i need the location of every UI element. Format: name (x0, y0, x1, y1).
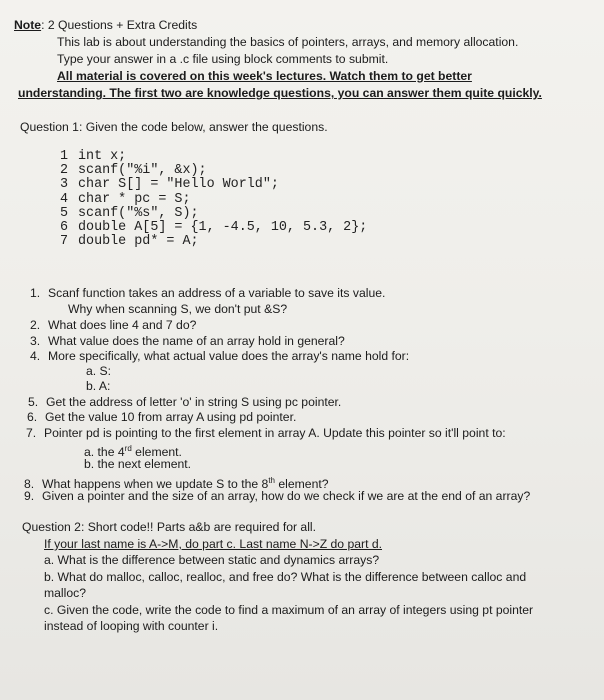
code-line-5: 5 scanf("%s", S); (60, 205, 199, 221)
list-item-7: 7. Pointer pd is pointing to the first element in array A. Update this pointer so it'll point to: (26, 426, 506, 440)
list-item-9: 9. Given a pointer and the size of an array, how do we check if we are at the end of an array? (24, 489, 531, 503)
note-line (14, 18, 197, 33)
list-item-1: 1. Scanf function takes an address of a variable to save its value. (30, 286, 386, 300)
list-item-4b: b. A: (86, 379, 111, 393)
list-item-7a: a. the 4rd element. (84, 444, 182, 459)
intro-line-3: All material is covered on this week's lectures. Watch them to get better (57, 69, 472, 83)
code-line-2: 2 scanf("%i", &x); (60, 163, 207, 179)
code-line-7: 7 double pd* = A; (60, 234, 199, 250)
list-item-5: 5. Get the address of letter 'o' in string S using pc pointer. (28, 395, 342, 409)
note-text: : 2 Questions + Extra Credits (41, 18, 198, 32)
question-2b-cont: malloc? (44, 586, 86, 600)
question-2c: c. Given the code, write the code to find a maximum of an array of integers using pt pointer (44, 603, 534, 617)
intro-line-1: This lab is about understanding the basics of pointers, arrays, and memory allocation. (57, 35, 519, 49)
list-item-8: 8. What happens when we update S to the 8th element? (24, 476, 329, 491)
list-item-4: 4. More specifically, what actual value does the array's name hold for: (30, 349, 410, 363)
list-item-2: 2. What does line 4 and 7 do? (30, 318, 197, 332)
intro-line-2: Type your answer in a .c file using block comments to submit. (57, 52, 389, 66)
question-2a: a. What is the difference between static and dynamics arrays? (44, 553, 380, 567)
code-line-6: 6 double A[5] = {1, -4.5, 10, 5.3, 2}; (60, 220, 368, 236)
code-line-1: 1 int x; (60, 149, 127, 164)
list-item-4a: a. S: (86, 364, 112, 378)
question-2c-cont: instead of looping with counter i. (44, 619, 219, 633)
list-item-6: 6. Get the value 10 from array A using pd pointer. (27, 410, 297, 424)
intro-line-4: understanding. The first two are knowledge questions, you can answer them quite quickly. (18, 86, 542, 100)
list-item-1-cont: Why when scanning S, we don't put &S? (68, 302, 288, 316)
note-label: Note (14, 18, 42, 32)
code-line-3: 3 char S[] = "Hello World"; (60, 177, 279, 193)
list-item-7b: b. the next element. (84, 457, 192, 471)
code-block (60, 150, 367, 249)
question-1-title: Question 1: Given the code below, answer the questions. (20, 120, 328, 134)
question-2-rule: If your last name is A->M, do part c. Last name N->Z do part d. (44, 537, 383, 551)
code-line-4: 4 char * pc = S; (60, 191, 191, 207)
question-2b: b. What do malloc, calloc, realloc, and free do? What is the difference between calloc and (44, 570, 527, 584)
list-item-3: 3. What value does the name of an array hold in general? (30, 334, 345, 348)
question-2-title: Question 2: Short code!! Parts a&b are required for all. (22, 520, 317, 534)
